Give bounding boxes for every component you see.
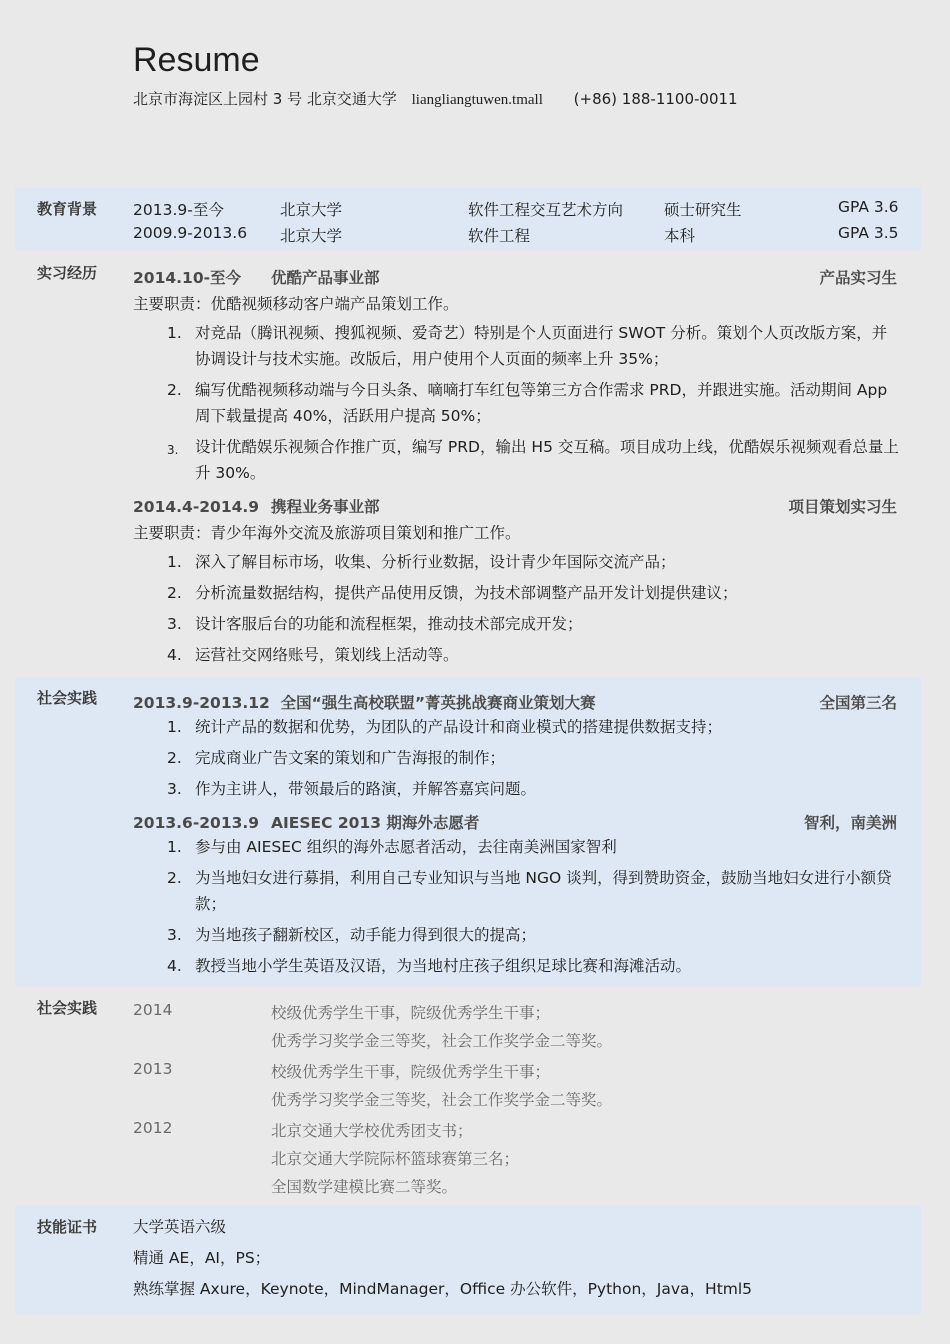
- item-number: 3.: [167, 780, 182, 798]
- list-item: [167, 922, 902, 948]
- item-text: 教授当地小学生英语及汉语，为当地村庄孩子组织足球比赛和海滩活动。: [195, 957, 692, 975]
- skills-label: 技能证书: [37, 1218, 98, 1236]
- address: 北京市海淀区上园村 3 号 北京交通大学: [133, 90, 397, 108]
- job-date: 2014.4-2014.9: [133, 498, 260, 516]
- contact-line: [133, 89, 748, 110]
- job-heading: [133, 266, 897, 288]
- edu-major: 软件工程交互艺术方向: [468, 201, 624, 219]
- job-duty: 主要职责：优酷视频移动客户端产品策划工作。: [133, 295, 459, 313]
- honor-year: 2013: [133, 1060, 173, 1078]
- job-role: 项目策划实习生: [788, 498, 897, 516]
- item-number: 2.: [167, 749, 182, 767]
- education-label: 教育背景: [37, 200, 98, 218]
- event-heading: [133, 811, 897, 833]
- item-number: 2.: [167, 584, 182, 602]
- honor-line: 全国数学建模比赛二等奖。: [271, 1178, 458, 1196]
- job-role: 产品实习生: [819, 269, 897, 287]
- event-result: 智利，南美洲: [803, 814, 897, 832]
- list-item: [167, 745, 902, 771]
- practice-label: 社会实践: [37, 689, 98, 707]
- item-number: 2.: [167, 381, 182, 399]
- event-result: 全国第三名: [819, 694, 897, 712]
- item-number: 1.: [167, 553, 182, 571]
- event-date: 2013.9-2013.12: [133, 694, 270, 712]
- job-org: 携程业务事业部: [271, 498, 380, 516]
- edu-gpa: GPA 3.5: [838, 224, 899, 242]
- item-text: 作为主讲人，带领最后的路演，并解答嘉宾问题。: [195, 780, 537, 798]
- item-number: 3.: [167, 926, 182, 944]
- skill-line: 精通 AE，AI，PS；: [133, 1249, 271, 1267]
- honor-line: 北京交通大学校优秀团支书；: [271, 1122, 473, 1140]
- skill-line: 熟练掌握 Axure，Keynote，MindManager，Office 办公软件，Python，Java，Html5: [133, 1280, 753, 1298]
- list-item: [167, 714, 902, 740]
- job-heading: [133, 495, 897, 517]
- item-number: 1.: [167, 718, 182, 736]
- edu-major: 软件工程: [468, 227, 531, 245]
- item-number: 3.: [167, 443, 179, 457]
- item-text: 设计客服后台的功能和流程框架，推动技术部完成开发；: [195, 615, 583, 633]
- item-text: 为当地孩子翻新校区，动手能力得到很大的提高；: [195, 926, 537, 944]
- list-item: [167, 953, 902, 979]
- item-text: 编写优酷视频移动端与今日头条、嘀嘀打车红包等第三方合作需求 PRD，并跟进实施。活动期间 App 周下载量提高 40%，活跃用户提高 50%；: [195, 381, 888, 425]
- list-item: [167, 611, 902, 637]
- item-number: 1.: [167, 838, 182, 856]
- event-heading: [133, 691, 897, 713]
- honor-line: 优秀学习奖学金三等奖，社会工作奖学金二等奖。: [271, 1032, 613, 1050]
- event-date: 2013.6-2013.9: [133, 814, 260, 832]
- honor-line: 优秀学习奖学金三等奖，社会工作奖学金二等奖。: [271, 1091, 613, 1109]
- edu-degree: 硕士研究生: [664, 201, 742, 219]
- list-item: [167, 642, 902, 668]
- edu-school: 北京大学: [280, 201, 343, 219]
- job-duty: 主要职责：青少年海外交流及旅游项目策划和推广工作。: [133, 524, 521, 542]
- honors-label: 社会实践: [37, 999, 98, 1017]
- phone: (+86) 188-1100-0011: [573, 90, 738, 108]
- honor-line: 校级优秀学生干事，院级优秀学生干事；: [271, 1004, 551, 1022]
- edu-school: 北京大学: [280, 227, 343, 245]
- edu-date: 2009.9-2013.6: [133, 224, 248, 242]
- item-text: 统计产品的数据和优势，为团队的产品设计和商业模式的搭建提供数据支持；: [195, 718, 723, 736]
- edu-date: 2013.9-至今: [133, 201, 224, 219]
- event-name: 全国“强生高校联盟”菁英挑战赛商业策划大赛: [280, 694, 596, 712]
- item-text: 为当地妇女进行募捐，利用自己专业知识与当地 NGO 谈判，得到赞助资金，鼓励当地妇女进行小额贷款；: [195, 869, 892, 913]
- item-text: 对竞品（腾讯视频、搜狐视频、爱奇艺）特别是个人页面进行 SWOT 分析。策划个人页改版方案，并协调设计与技术实施。改版后，用户使用个人页面的频率上升 35%；: [195, 324, 888, 368]
- job-org: 优酷产品事业部: [271, 269, 380, 287]
- email: liangliangtuwen.tmall: [411, 92, 543, 108]
- item-number: 3.: [167, 615, 182, 633]
- internship-label: 实习经历: [37, 264, 98, 282]
- item-text: 深入了解目标市场，收集、分析行业数据，设计青少年国际交流产品；: [195, 553, 676, 571]
- honor-year: 2012: [133, 1119, 173, 1137]
- list-item: [167, 377, 902, 429]
- list-item: [167, 834, 902, 860]
- list-item: [167, 580, 902, 606]
- item-number: 1.: [167, 324, 182, 342]
- item-text: 设计优酷娱乐视频合作推广页，编写 PRD，输出 H5 交互稿。项目成功上线，优酷娱乐视频观看总量上升 30%。: [195, 438, 899, 482]
- item-number: 4.: [167, 646, 182, 664]
- list-item: [167, 320, 902, 372]
- item-text: 参与由 AIESEC 组织的海外志愿者活动，去往南美洲国家智利: [195, 838, 617, 856]
- item-text: 完成商业广告文案的策划和广告海报的制作；: [195, 749, 506, 767]
- item-number: 4.: [167, 957, 182, 975]
- list-item: [167, 776, 902, 802]
- item-number: 2.: [167, 869, 182, 887]
- skill-line: 大学英语六级: [133, 1218, 227, 1236]
- item-text: 运营社交网络账号，策划线上活动等。: [195, 646, 459, 664]
- honor-line: 校级优秀学生干事，院级优秀学生干事；: [271, 1063, 551, 1081]
- edu-gpa: GPA 3.6: [838, 198, 899, 216]
- resume-title: Resume: [133, 41, 260, 79]
- honor-line: 北京交通大学院际杯篮球赛第三名；: [271, 1150, 520, 1168]
- list-item: [167, 549, 902, 575]
- item-text: 分析流量数据结构，提供产品使用反馈，为技术部调整产品开发计划提供建议；: [195, 584, 738, 602]
- event-name: AIESEC 2013 期海外志愿者: [271, 814, 480, 832]
- honor-year: 2014: [133, 1001, 173, 1019]
- list-item: [167, 434, 902, 486]
- list-item: [167, 865, 902, 917]
- edu-degree: 本科: [664, 227, 696, 245]
- job-date: 2014.10-至今: [133, 269, 242, 287]
